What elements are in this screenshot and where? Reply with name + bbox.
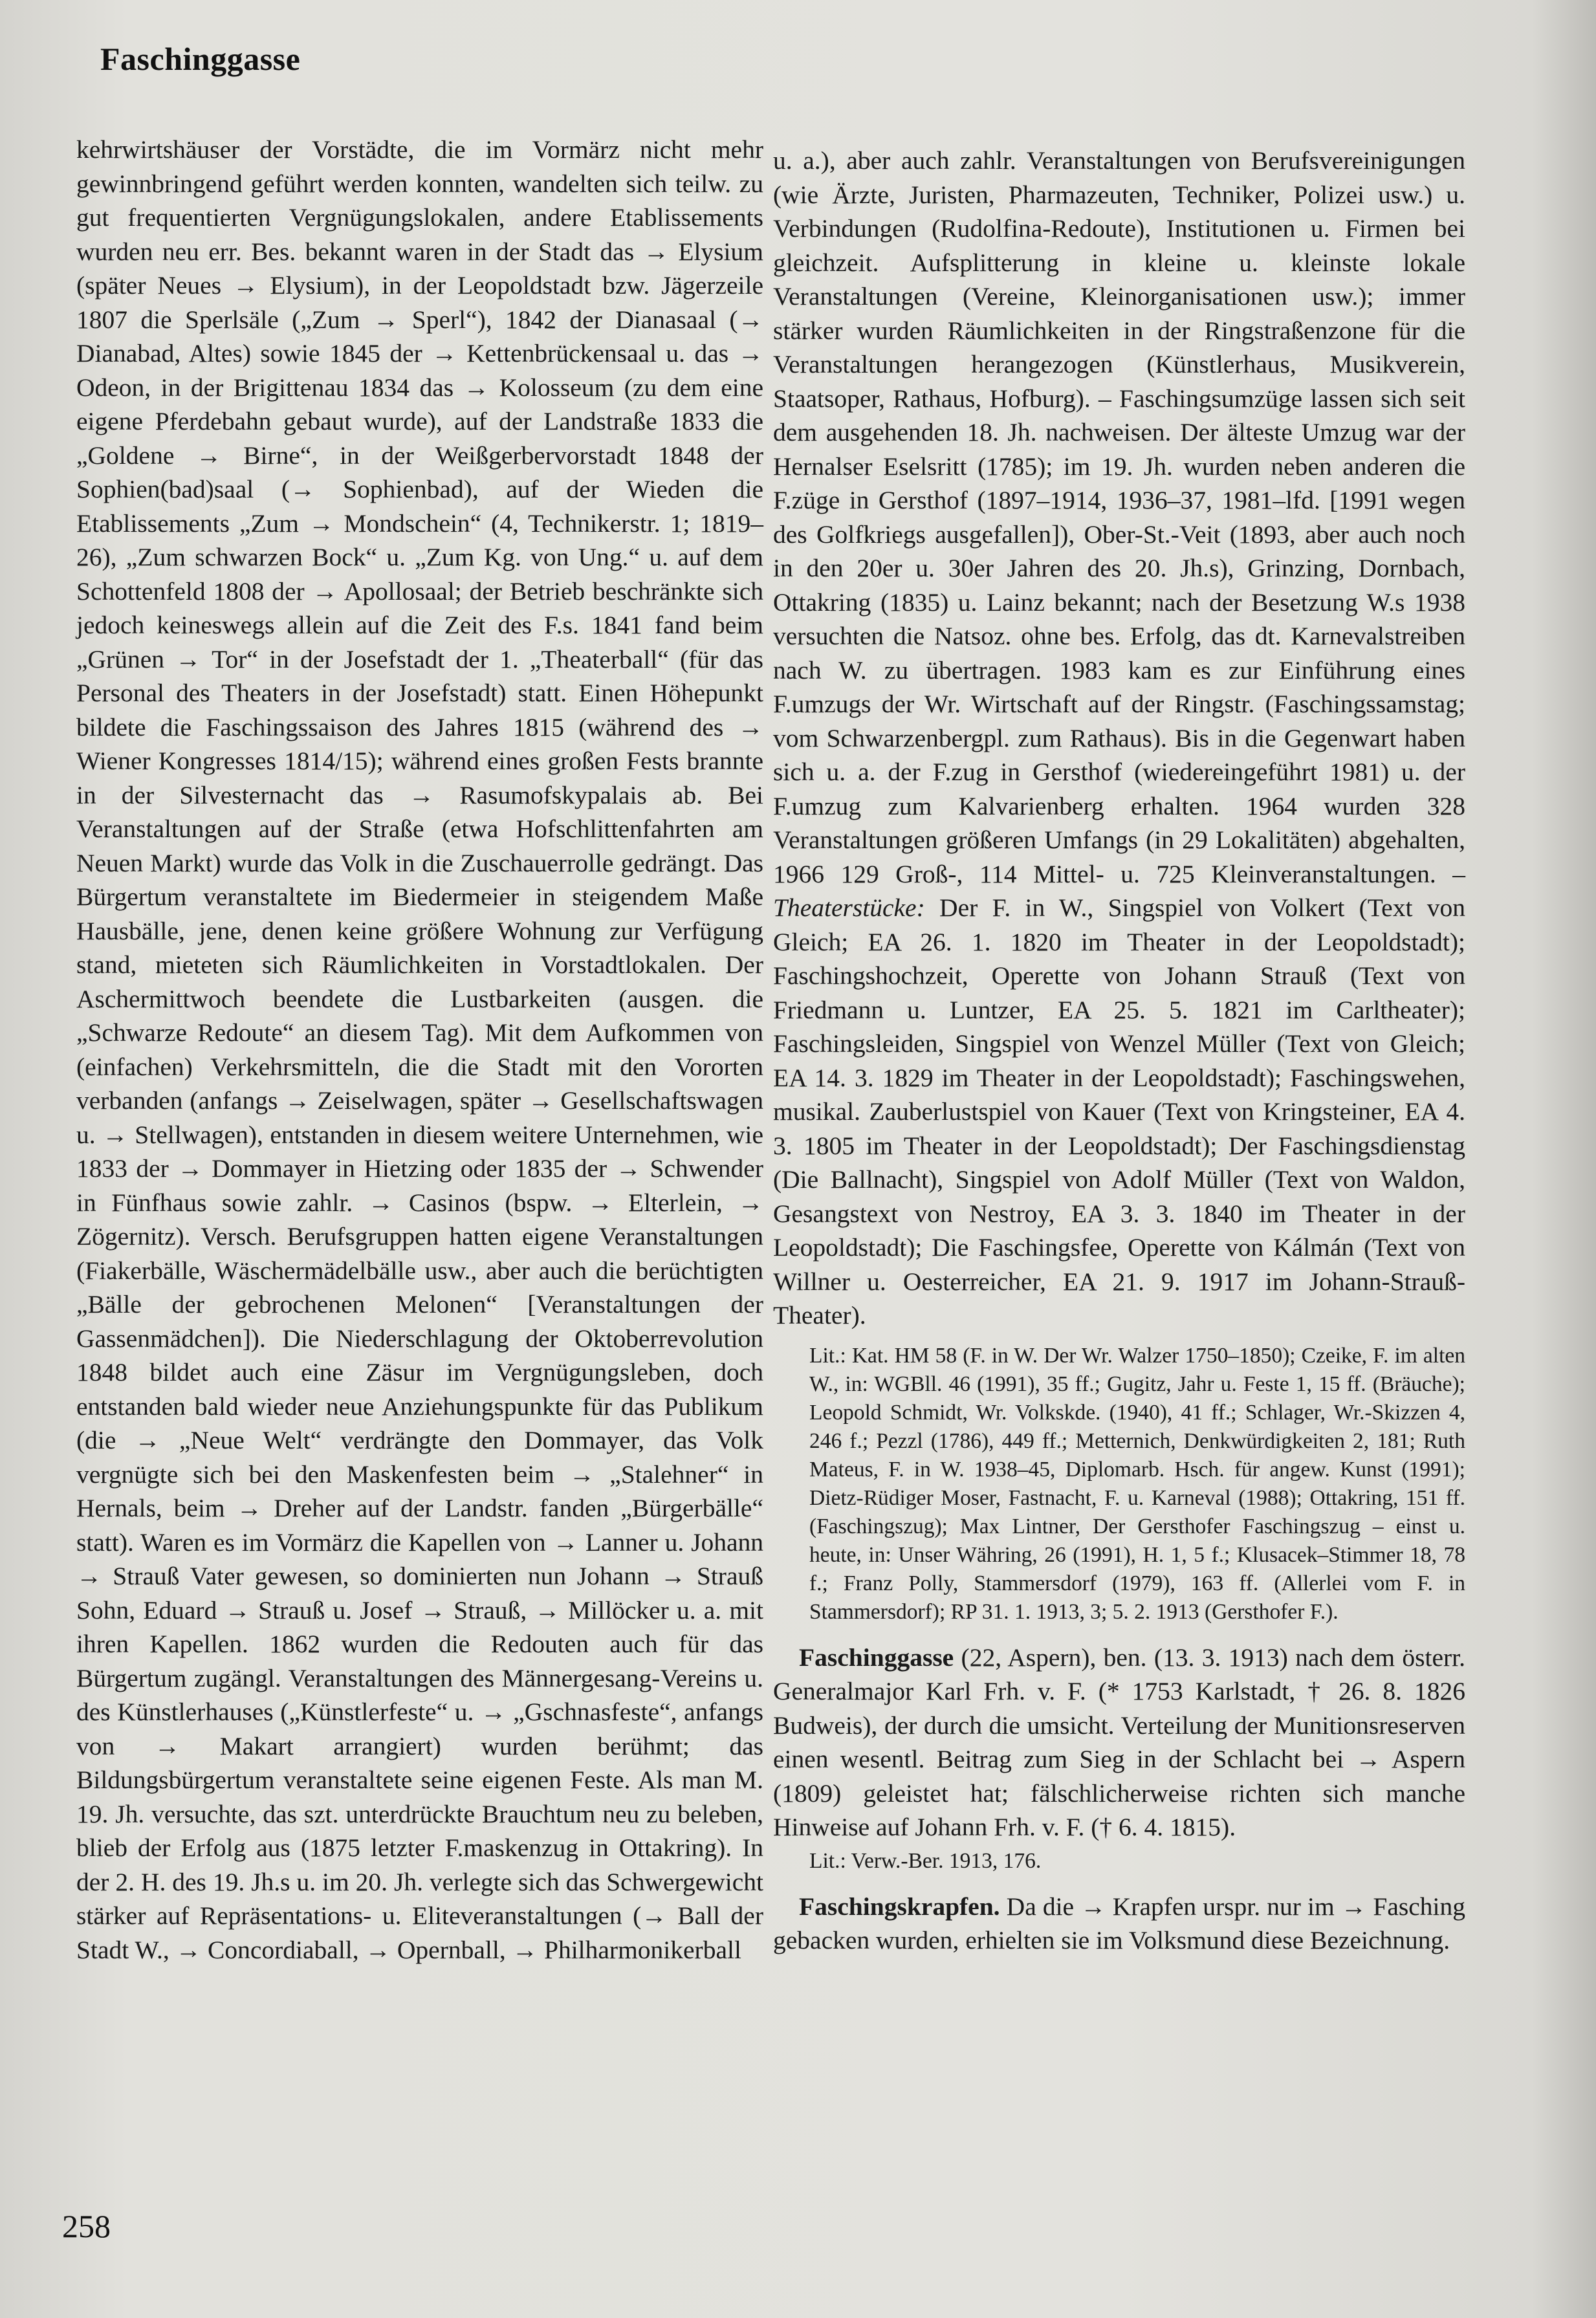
body-text: Der F. in W., Singspiel von Volkert (Text von Gleich; EA 26. 1. 1820 im Theater in der Leopoldstadt); Faschingshochzeit, Operette von Johann Strauß (Text von Friedmann u. Luntzer, EA 25. 5. 1821 im Carltheater); Faschingsleiden, Singspiel von Wenzel Müller (Text von Gleich; EA 14. 3. 1829 im Theater in der Leopoldstadt); Faschingswehen, musikal. Zauberlustspiel von Kauer (Text von Kringsteiner, EA 4. 3. 1805 im Theater in der Leopoldstadt); Der Faschingsdienstag (Die Ballnacht), Singspiel von Adolf Müller (Text von Waldon, Gesangstext von Nestroy, EA 3. 3. 1840 im Theater in der Leopoldstadt); Die Faschingsfee, Operette von Kálmán (Text von Willner u. Oesterreicher, EA 21. 9. 1917 im Johann-Strauß-Theater).	[773, 893, 1465, 1329]
body-text: u. a.), aber auch zahlr. Veranstaltungen von Berufsvereinigungen (wie Ärzte, Juristen, Pharmazeuten, Techniker, Polizei usw.) u. Verbindungen (Rudolfina-Redoute), Institutionen u. Firmen bei gleichzeit. Aufsplitterung in kleine u. kleinste lokale Veranstaltungen (Vereine, Kleinorganisationen usw.); immer stärker wurden Räumlichkeiten in der Ringstraßenzone für die Veranstaltungen herangezogen (Künstlerhaus, Musikverein, Staatsoper, Rathaus, Hofburg). – Faschingsumzüge lassen sich seit dem ausgehenden 18. Jh. nachweisen. Der älteste Umzug war der Hernalser Eselsritt (1785); im 19. Jh. wurden neben anderen die F.züge in Gersthof (1897–1914, 1936–37, 1981–lfd. [1991 wegen des Golfkriegs ausgefallen]), Ober-St.-Veit (1893, aber auch noch in den 20er u. 30er Jahren des 20. Jh.s), Grinzing, Dornbach, Ottakring (1835) u. Lainz bekannt; nach der Besetzung W.s 1938 versuchten die Natsoz. ohne bes. Erfolg, das dt. Karnevalstreiben nach W. zu übertragen. 1983 kam es zur Einführung eines F.umzugs der Wr. Wirtschaft auf der Ringstr. (Faschingssamstag; vom Schwarzenbergpl. zum Rathaus). Bis in die Gegenwart haben sich u. a. der F.zug in Gersthof (wiedereingeführt 1981) u. der F.umzug zum Kalvarienberg erhalten. 1964 wurden 328 Veranstaltungen größeren Umfangs (in 29 Lokalitäten) abgehalten, 1966 129 Groß-, 114 Mittel- u. 725 Kleinveranstaltungen. –	[773, 146, 1465, 888]
running-head: Faschinggasse	[100, 41, 301, 77]
page-number: 258	[62, 2208, 111, 2244]
dictionary-entry	[773, 1641, 1465, 1844]
literature-block: Lit.: Verw.-Ber. 1913, 176.	[809, 1848, 1042, 1873]
body-paragraph	[773, 144, 1465, 1333]
body-paragraph: kehrwirtshäuser der Vorstädte, die im Vormärz nicht mehr gewinnbringend geführt werden konnten, wandelten sich teilw. zu gut frequentierten Vergnügungslokalen, andere Etablissements wurden neu err. Bes. bekannt waren in der Stadt das → Elysium (später Neues → Elysium), in der Leopoldstadt bzw. Jägerzeile 1807 die Sperlsäle („Zum → Sperl“), 1842 der Dianasaal (→ Dianabad, Altes) sowie 1845 der → Kettenbrückensaal u. das → Odeon, in der Brigittenau 1834 das → Kolosseum (zu dem eine eigene Pferdebahn gebaut wurde), auf der Landstraße 1833 die „Goldene → Birne“, in der Weißgerbervorstadt 1848 der Sophien(bad)saal (→ Sophienbad), auf der Wieden die Etablissements „Zum → Mondschein“ (4, Technikerstr. 1; 1819–26), „Zum schwarzen Bock“ u. „Zum Kg. von Ung.“ u. auf dem Schottenfeld 1808 der → Apollosaal; der Betrieb beschränkte sich jedoch keineswegs allein auf die Zeit des F.s. 1841 fand beim „Grünen → Tor“ in der Josefstadt der 1. „Theaterball“ (für das Personal des Theaters in der Josefstadt) statt. Einen Höhepunkt bildete die Faschingssaison des Jahres 1815 (während des → Wiener Kongresses 1814/15); während eines großen Fests brannte in der Silvesternacht das → Rasumofskypalais ab. Bei Veranstaltungen auf der Straße (etwa Hofschlittenfahrten am Neuen Markt) wurde das Volk in die Zuschauerrolle gedrängt. Das Bürgertum veranstaltete im Biedermeier in steigendem Maße Hausbälle, jene, denen keine größere Wohnung zur Verfügung stand, mieteten sich Räumlichkeiten in Vorstadtlokalen. Der Aschermittwoch beendete die Lustbarkeiten (ausgen. die „Schwarze Redoute“ an diesem Tag). Mit dem Aufkommen von (einfachen) Verkehrsmitteln, die die Stadt mit den Vororten verbanden (anfangs → Zeiselwagen, später → Gesellschaftswagen u. → Stellwagen), entstanden in diesem weitere Unternehmen, wie 1833 der → Dommayer in Hietzing oder 1835 der → Schwender in Fünfhaus sowie zahlr. → Casinos (bspw. → Elterlein, → Zögernitz). Versch. Berufsgruppen hatten eigene Veranstaltungen (Fiakerbälle, Wäschermädelbälle usw., aber auch die berüchtigten „Bälle der gebrochenen Melonen“ [Veranstaltungen der Gassenmädchen]). Die Niederschlagung der Oktoberrevolution 1848 bildet auch eine Zäsur im Vergnügungsleben, doch entstanden bald wieder neue Anziehungspunkte für das Publikum (die → „Neue Welt“ verdrängte den Dommayer, das Volk vergnügte sich bei den Maskenfesten beim → „Stalehner“ in Hernals, beim → Dreher auf der Landstr. fanden „Bürgerbälle“ statt). Waren es im Vormärz die Kapellen von → Lanner u. Johann → Strauß Vater gewesen, so dominierten nun Johann → Strauß Sohn, Eduard → Strauß u. Josef → Strauß, → Millöcker u. a. mit ihren Kapellen. 1862 wurden die Redouten auch für das Bürgertum zugängl. Veranstaltungen des Männergesang-Vereins u. des Künstlerhauses („Künstlerfeste“ u. → „Gschnasfeste“, anfangs von → Makart arrangiert) wurden berühmt; das Bildungsbürgertum veranstaltete seine eigenen Feste. Als man M. 19. Jh. versuchte, das szt. unterdrückte Brauchtum neu zu beleben, blieb der Erfolg aus (1875 letzter F.maskenzug in Ottakring). In der 2. H. des 19. Jh.s u. im 20. Jh. verlegte sich das Schwergewicht stärker auf Repräsentations- u. Eliteveranstaltungen (→ Ball der Stadt W., → Concordiaball, → Opernball, → Philharmonikerball	[76, 135, 763, 1964]
literature-block: Lit.: Kat. HM 58 (F. in W. Der Wr. Walzer 1750–1850); Czeike, F. im alten W., in: WGBll. 46 (1991), 35 ff.; Gugitz, Jahr u. Feste 1, 15 ff. (Bräuche); Leopold Schmidt, Wr. Volkskde. (1940), 41 ff.; Schlager, Wr.-Skizzen 4, 246 f.; Pezzl (1786), 449 ff.; Metternich, Denkwürdigkeiten 2, 181; Ruth Mateus, F. in W. 1938–45, Diplomarb. Hsch. für angew. Kunst (1991); Dietz-Rüdiger Moser, Fastnacht, F. u. Karneval (1988); Ottakring, 151 ff. (Faschingszug); Max Lintner, Der Gersthofer Faschingszug – einst u. heute, in: Unser Währing, 26 (1991), H. 1, 5 f.; Klusacek–Stimmer 18, 78 f.; Franz Polly, Stammersdorf (1979), 163 ff. (Allerlei vom F. in Stammersdorf); RP 31. 1. 1913, 3; 5. 2. 1913 (Gersthofer F.).	[809, 1343, 1465, 1624]
right-column	[773, 144, 1465, 1958]
entry-text: (22, Aspern), ben. (13. 3. 1913) nach dem österr. Generalmajor Karl Frh. v. F. (* 1753 Karlstadt, † 26. 8. 1826 Budweis), der durch die umsicht. Verteilung der Munitionsreserven einen wesentl. Beitrag zum Sieg in der Schlacht bei → Aspern (1809) geleistet hat; fälschlicherweise richten sich manche Hinweise auf Johann Frh. v. F. († 6. 4. 1815).	[773, 1643, 1465, 1841]
entry-headword: Faschinggasse	[799, 1643, 954, 1672]
entry-headword: Faschingskrapfen.	[799, 1892, 1000, 1921]
dictionary-entry	[773, 1890, 1465, 1958]
left-column	[76, 133, 763, 1967]
entry-text: Da die → Krapfen urspr. nur im → Fasching gebacken wurden, erhielten sie im Volksmund diese Bezeichnung.	[773, 1892, 1466, 1954]
italic-label: Theaterstücke:	[773, 893, 925, 922]
